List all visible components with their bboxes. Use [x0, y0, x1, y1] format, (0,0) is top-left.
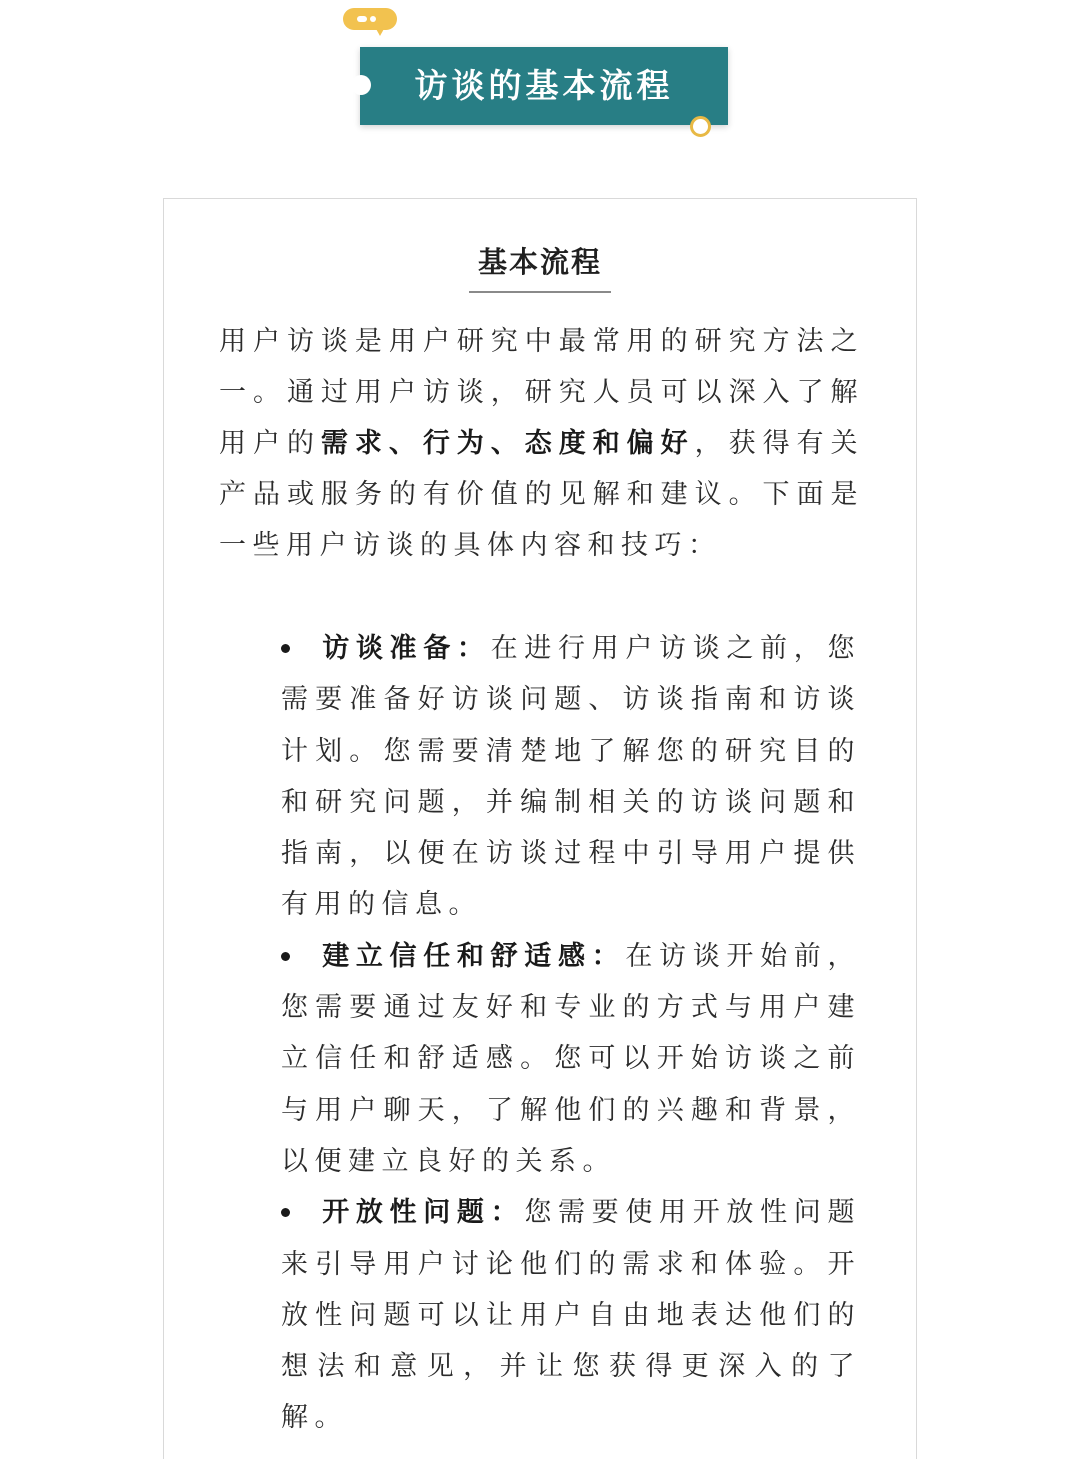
- list-item-term: 开放性问题：: [322, 1197, 525, 1229]
- intro-emphasis: 需求、行为、态度和偏好: [320, 428, 695, 459]
- list-item-text: 您需要使用开放性问题来引导用户讨论他们的需求和体验。开放性问题可以让用户自由地表达他们的想法和意见，并让您获得更深入的了解。: [281, 1197, 861, 1434]
- list-item-term: 访谈准备：: [322, 633, 491, 664]
- banner-title: 访谈的基本流程: [414, 66, 674, 105]
- list-item: [281, 623, 861, 931]
- section-title: 基本流程: [477, 245, 602, 279]
- list-item-text: 在访谈开始前，您需要通过友好和专业的方式与用户建立信任和舒适感。您可以开始访谈之前与用户聊天，了解他们的兴趣和背景，以便建立良好的关系。: [281, 940, 861, 1177]
- list-item-text: 在进行用户访谈之前，您需要准备好访谈问题、访谈指南和访谈计划。您需要清楚地了解您的研究目的和研究问题，并编制相关的访谈问题和指南，以便在访谈过程中引导用户提供有用的信息。: [281, 633, 861, 921]
- bubble-dot: [357, 16, 367, 22]
- list-item: [281, 1187, 861, 1443]
- speech-bubble-icon: [343, 8, 397, 30]
- tips-list: [281, 623, 861, 1444]
- intro-text-after: ，获得有关产品或服务的有价值的见解和建议。下面是一些用户访谈的具体内容和技巧：: [219, 428, 865, 561]
- intro-paragraph: [219, 316, 864, 571]
- ring-decoration-icon: [690, 116, 711, 137]
- title-underline: [469, 291, 611, 293]
- bubble-dot: [370, 16, 376, 22]
- title-banner: [360, 47, 728, 125]
- content-card: [163, 198, 917, 1459]
- list-item-term: 建立信任和舒适感：: [322, 940, 626, 972]
- list-item: [281, 931, 861, 1187]
- intro-text-before: 用户访谈是用户研究中最常用的研究方法之一。通过用户访谈，研究人员可以深入了解用户的: [219, 326, 864, 459]
